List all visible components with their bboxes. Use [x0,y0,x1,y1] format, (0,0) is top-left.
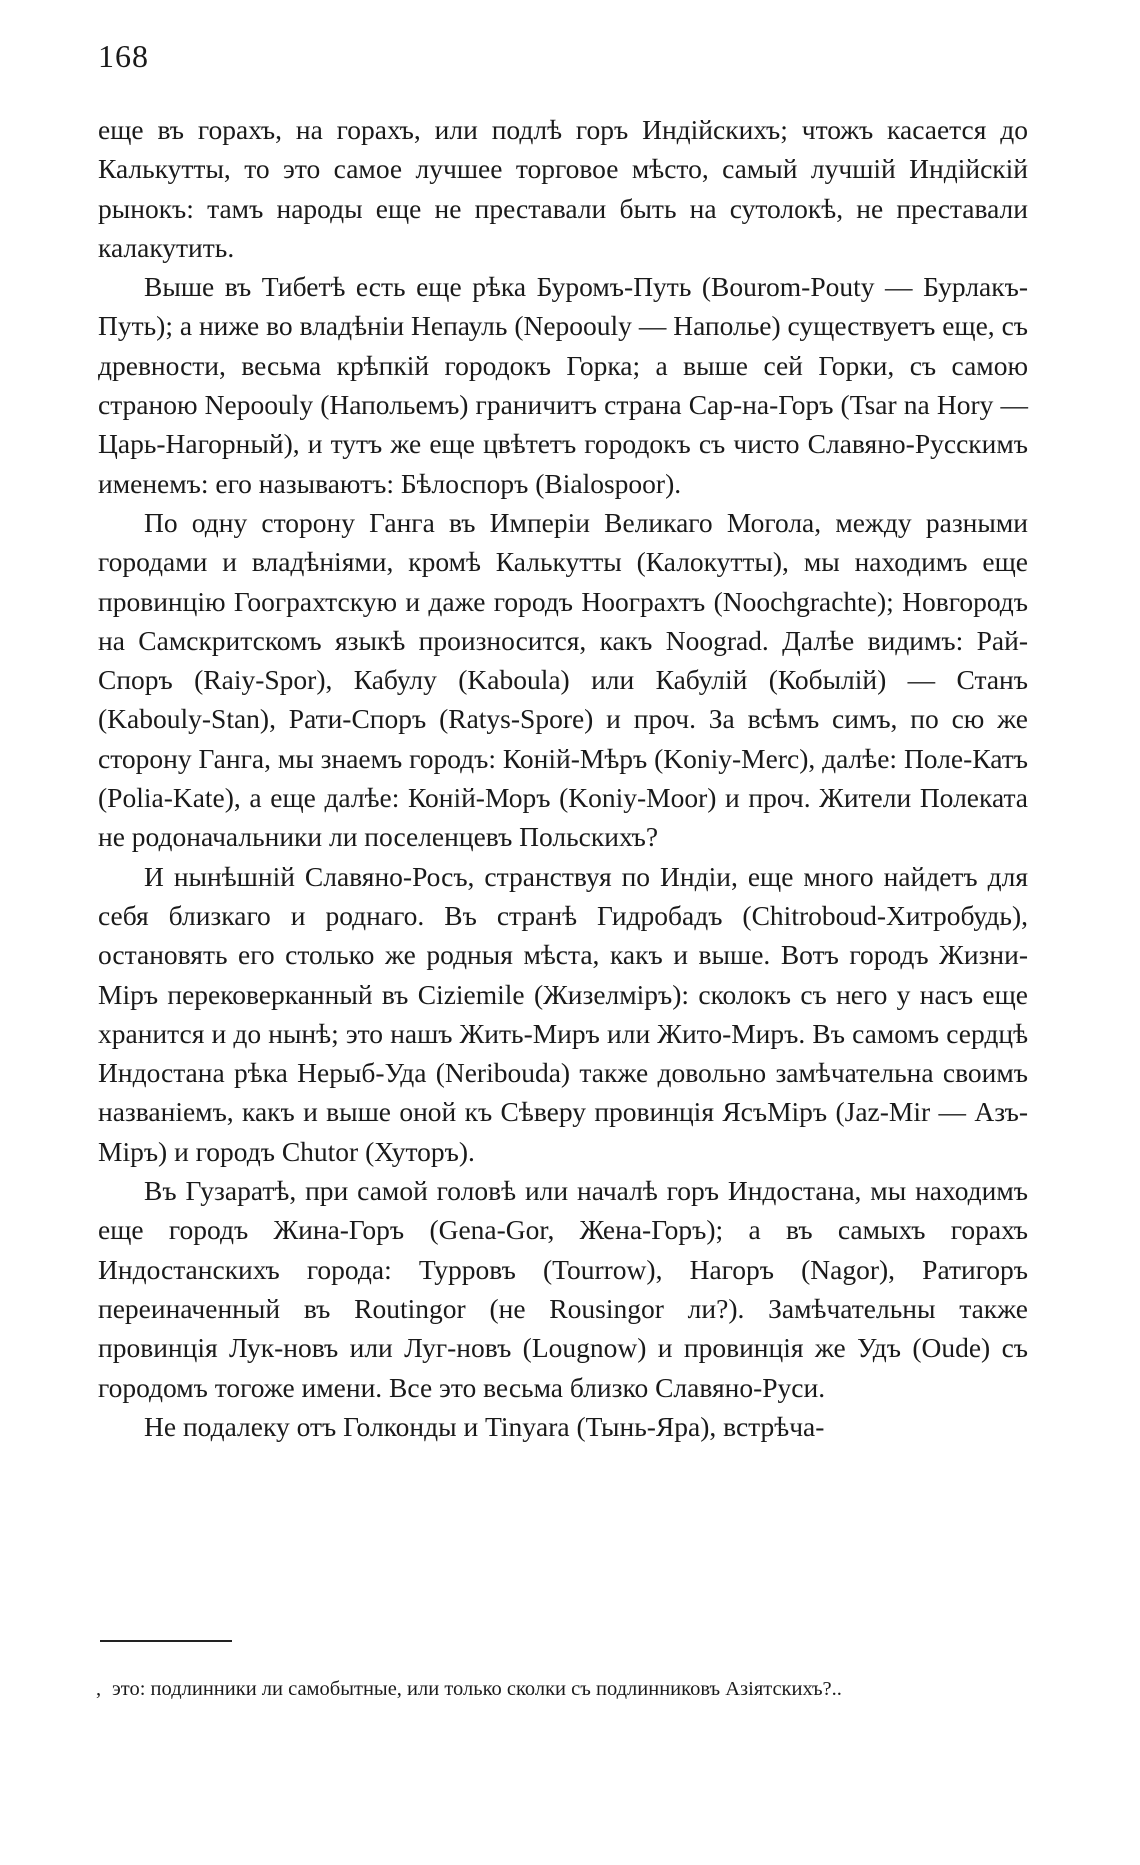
footnote [96,1673,1028,1706]
paragraph-6: Не подалеку отъ Голконды и Tinyara (Тынь-Яра), встрѣча- [144,1410,825,1442]
paragraph-1: еще въ горахъ, на горахъ, или подлѣ горъ Индійскихъ; чтожъ касается до Калькутты, то это самое лучшее торговое мѣсто, самый лучшій Индійскій рынокъ: тамъ народы еще не преставали быть на сутолокѣ, не преставали калакутить. [98,114,1028,263]
page-number: 168 [98,38,149,74]
paragraph-3: По одну сторону Ганга въ Имперіи Великаго Могола, между разными городами и владѣніями, кромѣ Калькутты (Калокутты), мы находимъ еще провинцію Гоограхтскую и даже городъ Ноограхтъ (Noochgrachte); Новгородъ на Самскритскомъ языкѣ произноситcя, какъ Noograd. Далѣе видимъ: Рай-Споръ (Raiy-Spor), Кабулу (Kaboula) или Кабулій (Кобылій) — Станъ (Kabouly-Stan), Рати-Споръ (Ratys-Spore) и проч. За всѣмъ симъ, по сю же сторону Ганга, мы знаемъ городъ: Коній-Мѣръ (Koniy-Merc), далѣе: Поле-Катъ (Polia-Kate), а еще далѣе: Коній-Моръ (Koniy-Moor) и проч. Жители Полеката не родоначальники ли поселенцевъ Польскихъ? [98,506,1028,853]
footnote-mark: , [96,1678,102,1700]
paragraph-4: И нынѣшній Славяно-Росъ, странствуя по Индіи, еще много найдетъ для себя близкаго и роднаго. Въ странѣ Гидробадъ (Chitroboud-Хитробудь), остановять его столько же родныя мѣста, какъ и выше. Вотъ городъ Жизни-Міръ перековерканный въ Ciziemile (Жизелміръ): сколокъ съ него у насъ еще хранится и до нынѣ; это нашъ Жить-Миръ или Жито-Миръ. Въ самомъ сердцѣ Индостана рѣка Нерыб-Уда (Neribouda) также довольно замѣчательна своимъ названіемъ, какъ и выше оной къ Сѣверу провинція ЯсъМіръ (Jaz-Mir — Азъ-Міръ) и городъ Chutor (Хуторъ). [98,860,1028,1167]
paragraph-5: Въ Гузаратѣ, при самой головѣ или началѣ горъ Индостана, мы находимъ еще городъ Жина-Горъ (Gena-Gor, Жена-Горъ); а въ самыхъ горахъ Индостанскихъ города: Турровъ (Tourrow), Нагоръ (Nagor), Ратигоръ переиначенный въ Routingor (не Rousingor ли?). Замѣчательны также провинція Лук-новъ или Луг-новъ (Lougnow) и провинція же Удъ (Oude) съ городомъ тогоже имени. Все это весьма близко Славяно-Руси. [98,1175,1028,1403]
footnote-divider [100,1640,232,1642]
paragraph-2: Выше въ Тибетѣ есть еще рѣка Буромъ-Путь (Bourom-Pouty — Бурлакъ-Путь); а ниже во владѣніи Непауль (Nepoouly — Наполье) существуетъ еще, съ древности, весьма крѣпкій городокъ Горка; а выше сей Горки, съ самою страною Nepoouly (Напольемъ) граничитъ страна Сар-на-Горъ (Tsar na Hory — Царь-Нагорный), и тутъ же еще цвѣтетъ городокъ съ чисто Славяно-Русскимъ именемъ: его называютъ: Бѣлоспоръ (Bialospoor). [98,271,1028,499]
footnote-text: это: подлинники ли самобытные, или только сколки съ подлинниковъ Азіятскихъ?.. [112,1678,842,1700]
body-text [98,110,1028,1446]
